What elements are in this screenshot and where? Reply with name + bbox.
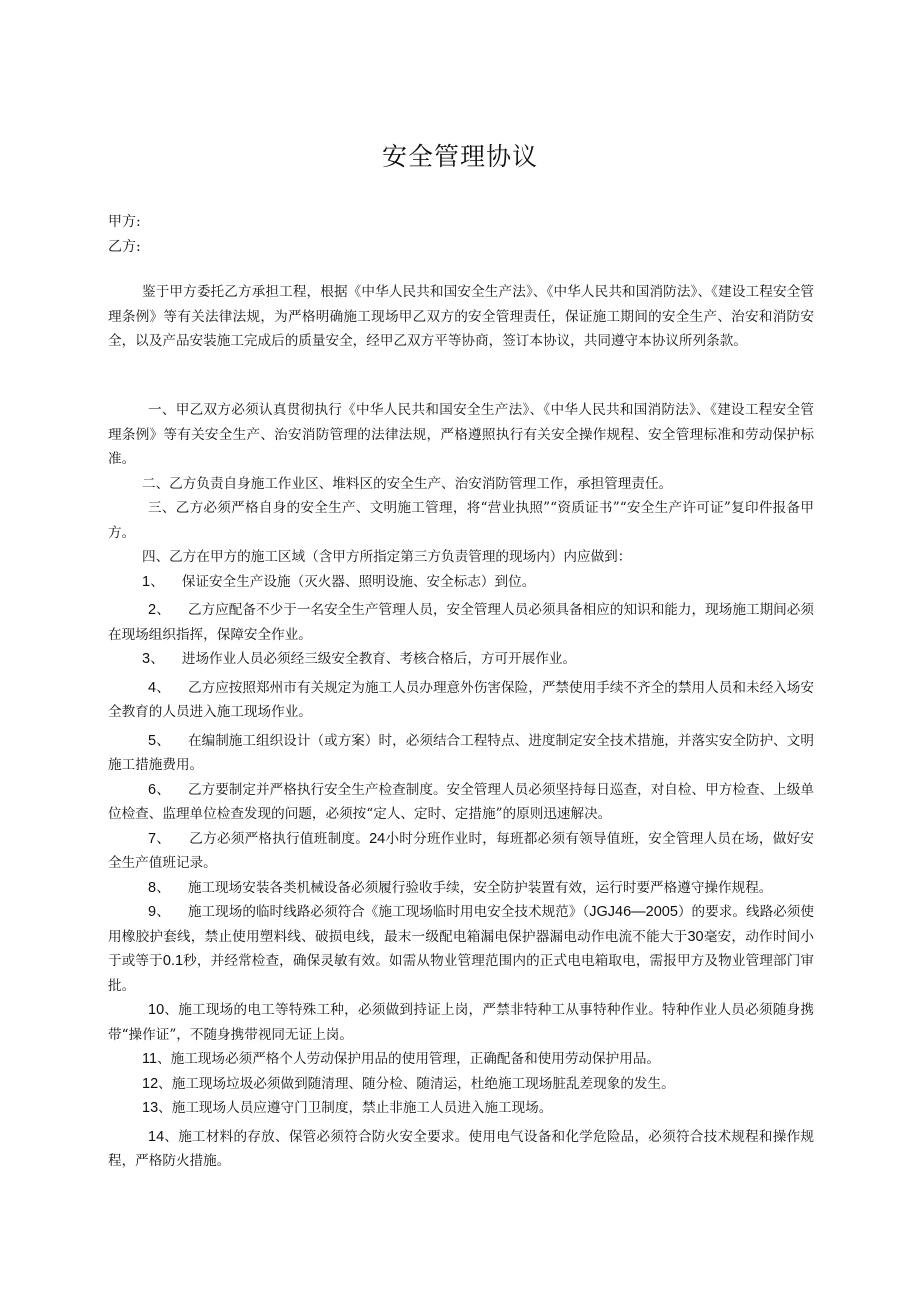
list-item <box>108 676 814 725</box>
item-number: 7、 <box>148 830 172 847</box>
item-number: 1、 <box>142 573 165 590</box>
item-text: ）的要求。线路必须使用橡胶护套线，禁止使用塑料线、破损电线，最末一级配电箱漏电保护器漏电动作电流不能大于 <box>108 904 814 945</box>
item-text: 、施工材料的存放、保管必须符合防火安全要求。使用电气设备和化学危险品，必须符合技术规程和操作规程，严格防火措施。 <box>108 1128 814 1169</box>
list-item <box>108 998 814 1047</box>
item-text: 、施工现场人员应遵守门卫制度，禁止非施工人员进入施工现场。 <box>158 1100 553 1116</box>
item-number: 2、 <box>148 602 171 618</box>
item-text: 乙方应配备不少于一名安全生产管理人员，安全管理人员必须具备相应的知识和能力，现场施工期间必须在现场组织指挥，保障安全作业。 <box>108 602 814 643</box>
list-item <box>108 778 814 827</box>
item-text: 、施工现场垃圾必须做到随清理、随分检、随清运，杜绝施工现场脏乱差现象的发生。 <box>158 1075 675 1092</box>
item-text: 乙方应按照郑州市有关规定为施工人员办理意外伤害保险，严禁使用手续不齐全的禁用人员和未经入场安全教育的人员进入施工现场作业。 <box>108 679 814 720</box>
list-item <box>108 570 814 595</box>
item-number: 10 <box>148 1002 165 1018</box>
standard-code: JGJ46—2005 <box>589 904 678 920</box>
clause-2: 二、乙方负责自身施工作业区、堆料区的安全生产、治安消防管理工作，承担管理责任。 <box>142 475 673 492</box>
item-text: 乙方要制定并严格执行安全生产检查制度。安全管理人员必须坚持每日巡查，对自检、甲方检查、上级单位检查、监理单位检查发现的问题，必须按“定人、定时、定措施”的原则迅速解决。 <box>108 781 814 822</box>
item-text: 小时分班作业时，每班都必须有领导值班，安全管理人员在场，做好安全生产值班记录。 <box>108 830 814 871</box>
item-number-inline: 24 <box>369 830 386 847</box>
item-text: 毫安，动作时间小于或等于 <box>108 928 815 969</box>
list-item <box>108 900 814 998</box>
clauses-section <box>108 398 814 1174</box>
item-number: 11 <box>142 1051 158 1067</box>
item-number: 14 <box>148 1128 165 1145</box>
list-item <box>108 729 814 778</box>
preamble-section <box>108 280 814 354</box>
list-item <box>108 876 814 901</box>
item-text: 、施工现场必须严格个人劳动保护用品的使用管理，正确配备和使用劳动保护用品。 <box>157 1051 661 1067</box>
item-text: 施工现场的临时线路必须符合《施工现场临时用电安全技术规范》（ <box>187 904 590 920</box>
item-text: 秒，并经常检查，确保灵敏有效。如需从物业管理范围内的正式电电箱取电，需报甲方及物业管理部门审批。 <box>108 953 815 994</box>
list-item <box>108 1125 814 1174</box>
party-b-label: 乙方: <box>108 239 141 255</box>
clause-3: 三、乙方必须严格自身的安全生产、文明施工管理，将“营业执照”“资质证书”“安全生产许可证”复印件报备甲方。 <box>108 500 814 541</box>
list-item <box>108 827 814 876</box>
item-text: 施工现场安装各类机械设备必须履行验收手续，安全防护装置有效，运行时要严格遵守操作规程。 <box>187 879 773 896</box>
clause-4: 四、乙方在甲方的施工区域（含甲方所指定第三方负责管理的现场内）内应做到： <box>142 549 632 565</box>
item-number: 12 <box>142 1075 159 1092</box>
preamble-paragraph: 鉴于甲方委托乙方承担工程，根据《中华人民共和国安全生产法》、《中华人民共和国消防法》、《建设工程安全管理条例》等有关法律法规，为严格明确施工现场甲乙双方的安全管理责任，保证施工期间的安全生产、治安和消防安全，以及产品安装施工完成后的质量安全，经甲乙双方平等协商，签订本协议，共同遵守本协议所列条款。 <box>108 284 814 349</box>
item-number: 4、 <box>148 679 171 696</box>
list-item <box>108 647 814 672</box>
item-text: 在编制施工组织设计（或方案）时，必须结合工程特点、进度制定安全技术措施，并落实安全防护、文明施工措施费用。 <box>108 732 814 773</box>
item-number: 5、 <box>148 732 171 749</box>
item-text: 保证安全生产设施（灭火器、照明设施、安全标志）到位。 <box>181 573 536 590</box>
list-item <box>108 1072 814 1097</box>
item-number: 6、 <box>148 781 171 798</box>
item-text: 、施工现场的电工等特殊工种，必须做到持证上岗，严禁非特种工从事特种作业。特种作业人员必须随身携带“操作证”，不随身携带视同无证上岗。 <box>108 1002 814 1043</box>
item-number: 8、 <box>148 879 171 896</box>
item-number: 3、 <box>142 651 165 667</box>
party-a-label: 甲方: <box>108 214 141 230</box>
item-number: 9、 <box>148 904 171 920</box>
clause-1: 一、甲乙双方必须认真贯彻执行《中华人民共和国安全生产法》、《中华人民共和国消防法》、《建设工程安全管理条例》等有关安全生产、治安消防管理的法律法规，严格遵照执行有关安全操作规程、安全管理标准和劳动保护标准。 <box>108 402 814 467</box>
item-number: 13 <box>142 1100 159 1116</box>
item-number-inline: 0.1 <box>162 953 184 969</box>
list-item <box>108 598 814 647</box>
document-title: 安全管理协议 <box>381 142 538 171</box>
item-text: 进场作业人员必须经三级安全教育、考核合格后，方可开展作业。 <box>181 651 577 667</box>
list-item <box>108 1047 814 1072</box>
list-item <box>108 1096 814 1121</box>
item-number-inline: 30 <box>687 928 704 945</box>
item-text: 乙方必须严格执行值班制度。 <box>189 830 370 847</box>
